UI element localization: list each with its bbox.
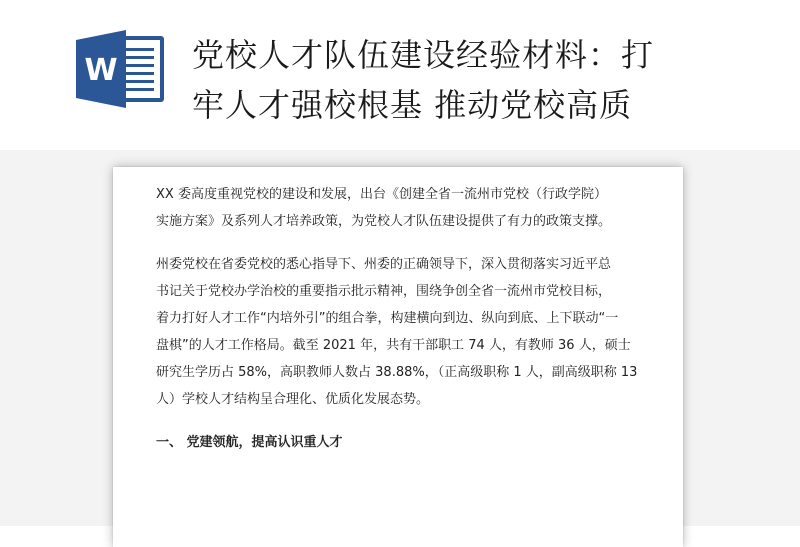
paragraph [156,181,656,235]
word-icon-letter: W [84,53,118,88]
header [0,0,800,150]
paragraph-line: 着力打好人才工作“内培外引”的组合拳，构建横向到边、纵向到底、上下联动“一 [156,311,619,326]
paragraph-line: 实施方案》及系列人才培养政策，为党校人才队伍建设提供了有力的政策支撑。 [156,214,612,229]
document-page [113,167,683,547]
page-title [192,30,752,130]
section-heading-text: 一、 党建领航，提高认识重人才 [156,435,343,450]
document-body [156,181,656,472]
paragraph-line: 人）学校人才结构呈合理化、优质化发展态势。 [156,392,430,407]
paragraph-line: 盘棋”的人才工作格局。截至 2021 年，共有干部职工 74 人，有教师 36 人，硕士 [156,338,631,353]
paragraph-line: 州委党校在省委党校的悉心指导下、州委的正确领导下，深入贯彻落实习近平总 [156,257,612,272]
section-heading [156,429,656,456]
word-document-icon [76,30,170,108]
paragraph [156,251,656,413]
title-line: 党校人才队伍建设经验材料：打 [192,36,655,74]
paragraph-line: 书记关于党校办学治校的重要指示批示精神，围绕争创全省一流州市党校目标， [156,284,612,299]
title-line: 牢人才强校根基 推动党校高质 [192,86,633,124]
paragraph-line: XX 委高度重视党校的建设和发展，出台《创建全省一流州市党校（行政学院） [156,187,607,202]
paragraph-line: 研究生学历占 58%，高职教师人数占 38.88%，（正高级职称 1 人，副高级职称 13 [156,365,638,380]
